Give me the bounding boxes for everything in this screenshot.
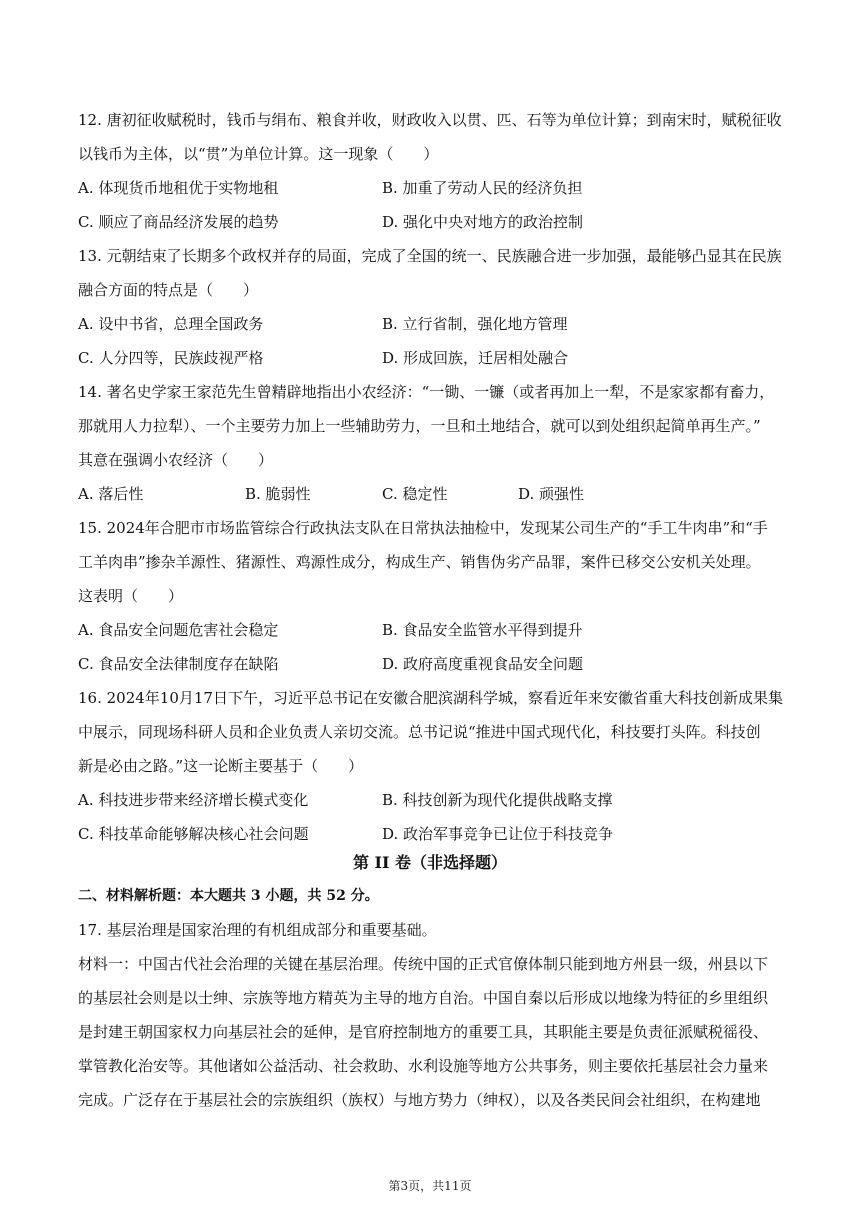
q13-stem-line-1: 13. 元朝结束了长期多个政权并存的局面，完成了全国的统一、民族融合进一步加强，最能够凸显其在民族 (78, 247, 782, 265)
q14-option-b: B. 脆弱性 (245, 485, 311, 503)
section-2-title: 第 II 卷（非选择题） (352, 853, 508, 872)
q14-stem-line-1: 14. 著名史学家王家范先生曾精辟地指出小农经济：“一锄、一镰（或者再加上一犁，不是家家都有畜力， (78, 383, 775, 401)
q15-stem-line-2: 工羊肉串”掺杂羊源性、猪源性、鸡源性成分，构成生产、销售伪劣产品罪，案件已移交公安机关处理。 (78, 553, 761, 571)
q13-option-d: D. 形成回族，迁居相处融合 (382, 349, 569, 367)
page-number-footer: 第3页，共11页 (388, 1179, 472, 1193)
q14-option-c: C. 稳定性 (382, 485, 448, 503)
q12-option-b: B. 加重了劳动人民的经济负担 (382, 179, 583, 197)
q16-option-d: D. 政治军事竞争已让位于科技竞争 (382, 825, 614, 843)
q17-material-line-4: 掌管教化治安等。其他诸如公益活动、社会救助、水利设施等地方公共事务，则主要依托基层社会力量来 (78, 1057, 769, 1075)
q13-stem-line-2: 融合方面的特点是（ ） (78, 281, 259, 299)
q14-option-d: D. 顽强性 (518, 485, 585, 503)
q16-option-a: A. 科技进步带来经济增长模式变化 (78, 791, 309, 809)
q12-stem-line-2: 以钱币为主体，以“贯”为单位计算。这一现象（ ） (78, 145, 439, 163)
q14-stem-line-2: 那就用人力拉犁）、一个主要劳力加上一些辅助劳力，一旦和土地结合，就可以到处组织起简单再生产。” (78, 417, 761, 435)
q12-option-a: A. 体现货币地租优于实物地租 (78, 179, 279, 197)
q16-option-c: C. 科技革命能够解决核心社会问题 (78, 825, 309, 843)
q17-material-line-3: 是封建王朝国家权力向基层社会的延伸，是官府控制地方的重要工具，其职能主要是负责征派赋税徭役、 (78, 1023, 769, 1041)
q16-stem-line-1: 16. 2024年10月17日下午，习近平总书记在安徽合肥滨湖科学城，察看近年来安徽省重大科技创新成果集 (78, 689, 783, 707)
q17-material-line-5: 完成。广泛存在于基层社会的宗族组织（族权）与地方势力（绅权），以及各类民间会社组织，在构建地 (78, 1091, 761, 1109)
q13-option-a: A. 设中书省，总理全国政务 (78, 315, 264, 333)
q17-material-line-2: 的基层社会则是以士绅、宗族等地方精英为主导的地方自治。中国自秦以后形成以地缘为特征的乡里组织 (78, 989, 769, 1007)
q14-option-a: A. 落后性 (78, 485, 144, 503)
q12-option-d: D. 强化中央对地方的政治控制 (382, 213, 584, 231)
q15-stem-line-1: 15. 2024年合肥市市场监管综合行政执法支队在日常执法抽检中，发现某公司生产的“手工牛肉串”和“手 (78, 519, 768, 537)
q16-option-b: B. 科技创新为现代化提供战略支撑 (382, 791, 613, 809)
q16-stem-line-3: 新是必由之路。”这一论断主要基于（ ） (78, 757, 364, 775)
q17-material-line-1: 材料一：中国古代社会治理的关键在基层治理。传统中国的正式官僚体制只能到地方州县一级，州县以下 (78, 955, 769, 973)
q12-option-c: C. 顺应了商品经济发展的趋势 (78, 213, 279, 231)
q13-option-b: B. 立行省制，强化地方管理 (382, 315, 568, 333)
q15-option-a: A. 食品安全问题危害社会稳定 (78, 621, 279, 639)
q15-option-b: B. 食品安全监管水平得到提升 (382, 621, 583, 639)
q14-stem-line-3: 其意在强调小农经济（ ） (78, 451, 274, 469)
q12-stem-line-1: 12. 唐初征收赋税时，钱币与绢布、粮食并收，财政收入以贯、匹、石等为单位计算；到南宋时，赋税征收 (78, 111, 782, 129)
q17-stem: 17. 基层治理是国家治理的有机组成部分和重要基础。 (78, 921, 437, 939)
q15-option-c: C. 食品安全法律制度存在缺陷 (78, 655, 279, 673)
q13-option-c: C. 人分四等，民族歧视严格 (78, 349, 264, 367)
section-2-heading: 二、材料解析题：本大题共 3 小题，共 52 分。 (78, 888, 379, 904)
q15-stem-line-3: 这表明（ ） (78, 587, 184, 605)
q15-option-d: D. 政府高度重视食品安全问题 (382, 655, 584, 673)
q16-stem-line-2: 中展示，同现场科研人员和企业负责人亲切交流。总书记说“推进中国式现代化，科技要打头阵。科技创 (78, 723, 761, 741)
